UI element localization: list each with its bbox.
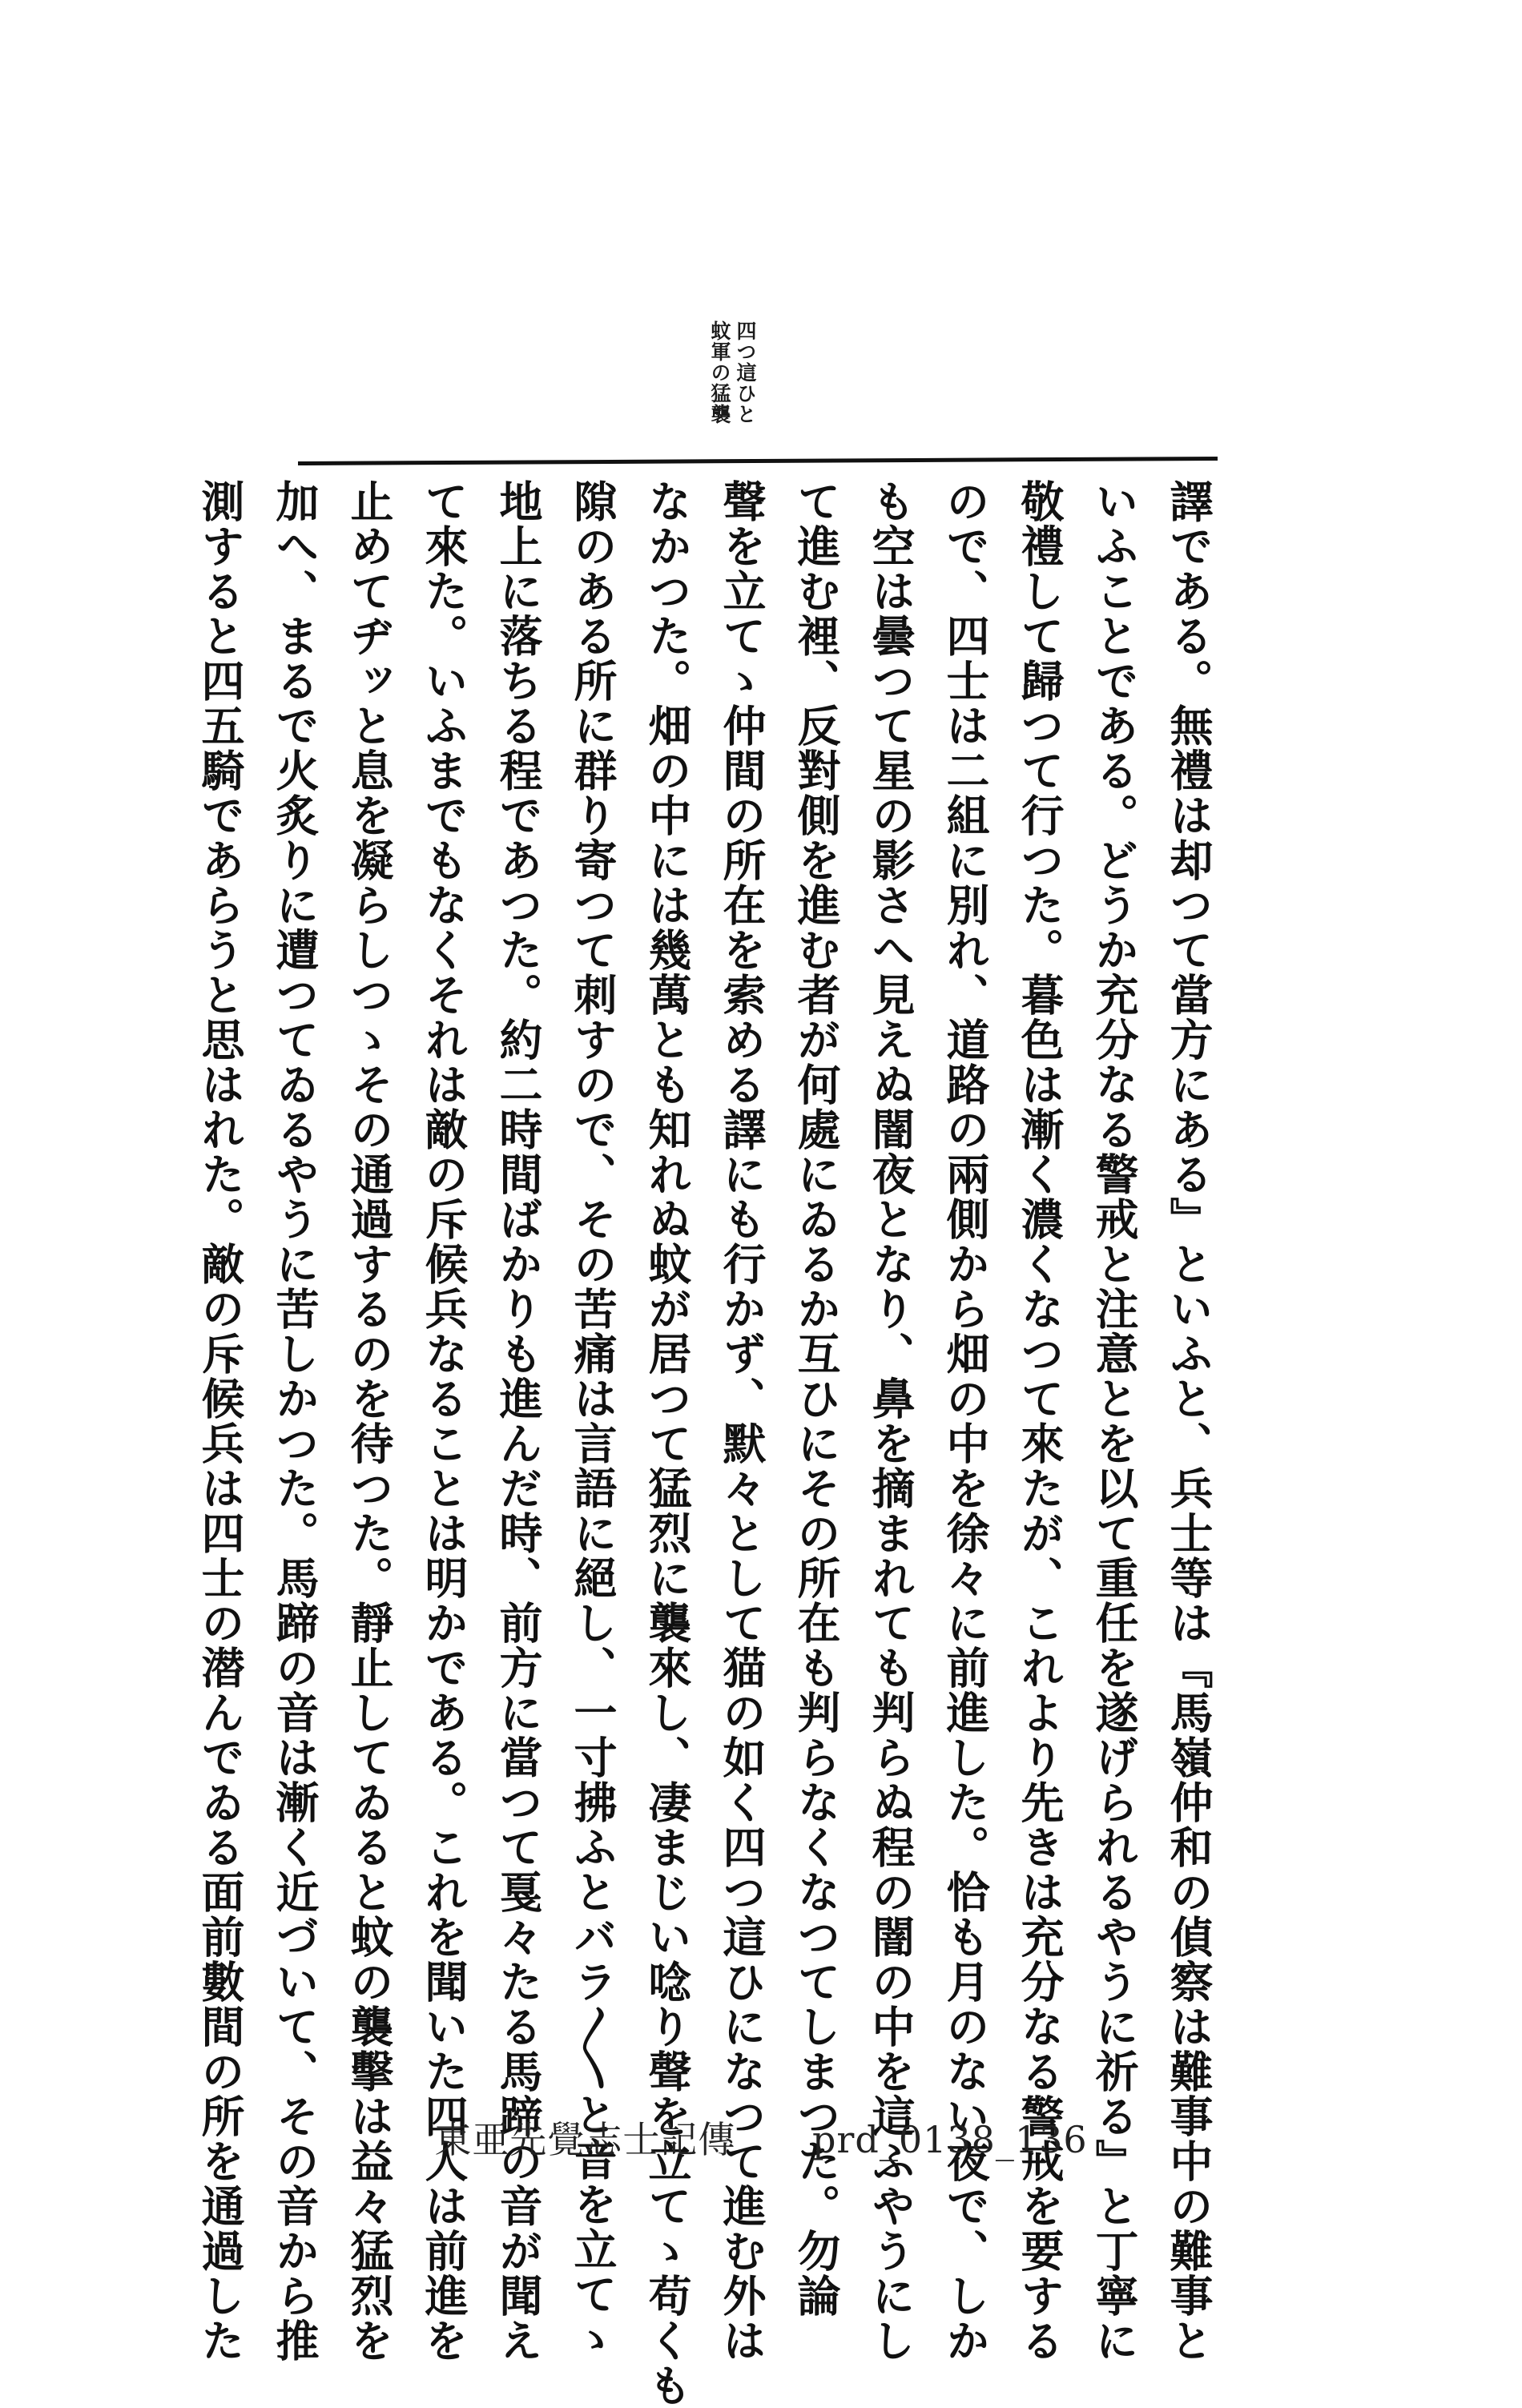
- header-rule-divider: [298, 457, 1218, 465]
- footer-book-title: 東亜先覺志士記傳: [434, 2118, 736, 2161]
- text-column: て來た。いふまでもなくそれは敵の斥候兵なることは明かである。これを聞いた四人は前進を: [418, 479, 469, 2363]
- text-column: 測すると四五騎であらうと思はれた。敵の斥候兵は四士の潜んでゐる面前數間の所を通過した: [195, 479, 246, 2363]
- text-column: 加へ、まるで火炙りに遭つてゐるやうに苦しかつた。馬蹄の音は漸く近づいて、その音から推: [269, 479, 320, 2363]
- text-column: 隙のある所に群り寄つて刺すので、その苦痛は言語に絕し、一寸拂ふとバラ〳〵と音を立てゝ: [567, 479, 618, 2362]
- running-header-note: 四つ這ひと蚊軍の猛襲: [708, 320, 757, 425]
- footer-page-id: prd_0138_136: [811, 2118, 1088, 2161]
- text-column: 敬禮して歸つて行つた。暮色は漸く濃くなつて來たが、これより先きは充分なる警戒を要する: [1014, 479, 1065, 2363]
- text-column: て進む裡、反對側を進む者が何處にゐるか互ひにその所在も判らなくなつてしまつた。勿論: [791, 479, 842, 2318]
- text-column: 譯である。無禮は却つて當方にある』といふと、兵士等は『馬嶺仲和の偵察は難事中の難事と: [1163, 479, 1214, 2363]
- text-column: なかつた。畑の中には幾萬とも知れぬ蚊が居つて猛烈に襲來し、凄まじい唸り聲を立てゝ苟くも: [642, 479, 693, 2408]
- page-footer: [0, 2111, 1522, 2164]
- text-column: 止めてヂッと息を凝らしつゝその通過するのを待つた。靜止してゐると蚊の襲擊は益々猛烈を: [344, 479, 395, 2363]
- text-column: も空は曇つて星の影さへ見えぬ闇夜となり、鼻を摘まれても判らぬ程の闇の中を這ふやうにし: [865, 479, 916, 2363]
- text-column: いふことである。どうか充分なる警戒と注意とを以て重任を遂げられるやうに祈る』と丁寧に: [1089, 479, 1140, 2363]
- text-column: 聲を立てゝ仲間の所在を索める譯にも行かず、默々として猫の如く四つ這ひになつて進む外は: [716, 479, 767, 2363]
- text-column: ので、四士は二組に別れ、道路の兩側から畑の中を徐々に前進した。恰も月のない夜で、しか: [940, 479, 991, 2363]
- text-column: 地上に落ちる程であつた。約二時間ばかりも進んだ時、前方に當つて戛々たる馬蹄の音が聞え: [493, 479, 544, 2363]
